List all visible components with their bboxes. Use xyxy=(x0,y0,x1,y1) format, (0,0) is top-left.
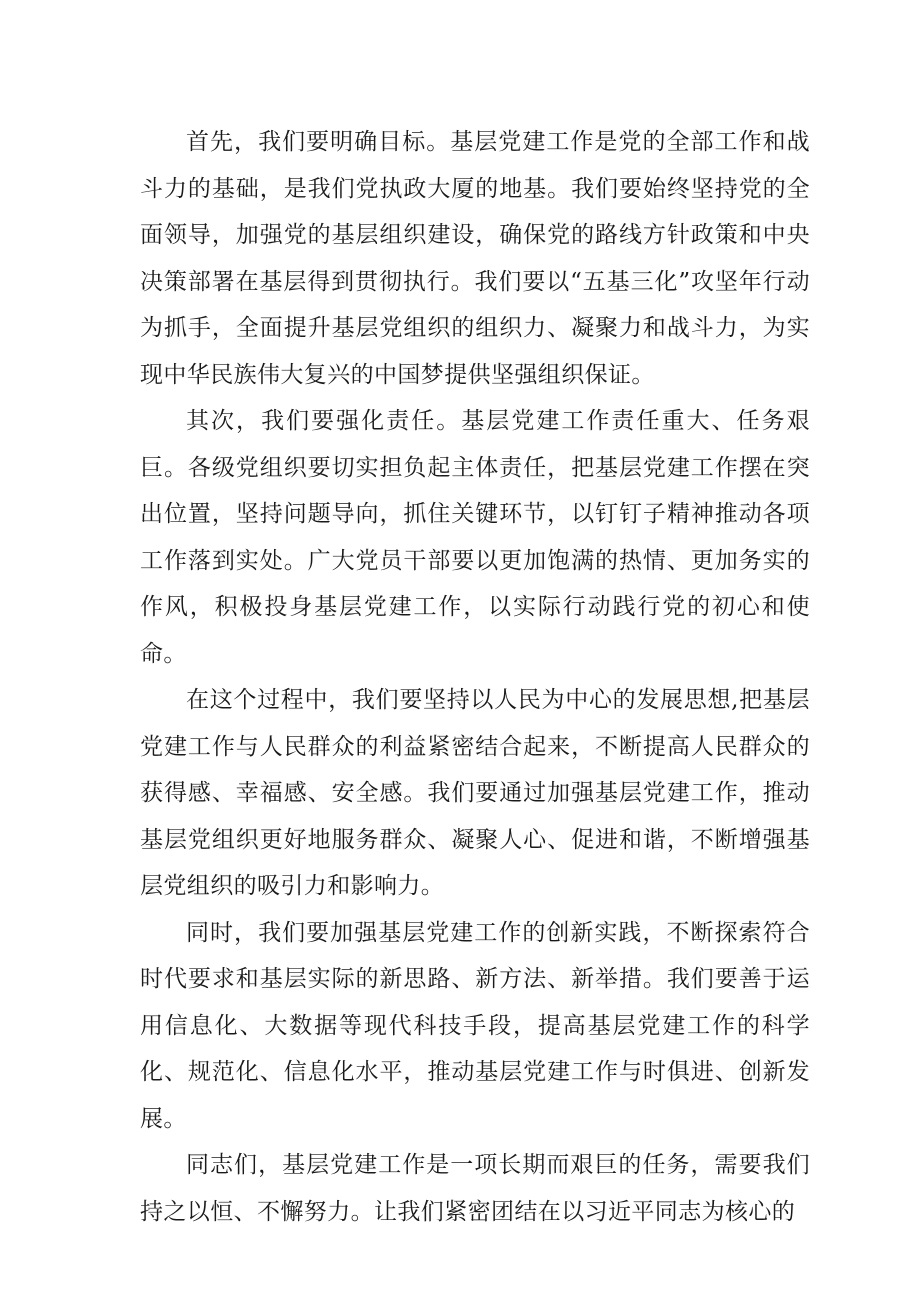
paragraph-2: 其次，我们要强化责任。基层党建工作责任重大、任务艰巨。各级党组织要切实担负起主体责任，把基层党建工作摆在突出位置，坚持问题导向，抓住关键环节，以钉钉子精神推动各项工作落到实处。广大党员干部要以更加饱满的热情、更加务实的作风，积极投身基层党建工作，以实际行动践行党的初心和使命。 xyxy=(140,408,810,667)
paragraph-5: 同志们，基层党建工作是一项长期而艰巨的任务，需要我们持之以恒、不懈努力。让我们紧密团结在以习近平同志为核心的 xyxy=(140,1152,810,1225)
paragraph-3: 在这个过程中，我们要坚持以人民为中心的发展思想,把基层党建工作与人民群众的利益紧密结合起来，不断提高人民群众的获得感、幸福感、安全感。我们要通过加强基层党建工作，推动基层党组织更好地服务群众、凝聚人心、促进和谐，不断增强基层党组织的吸引力和影响力。 xyxy=(140,687,810,899)
paragraph-4: 同时，我们要加强基层党建工作的创新实践，不断探索符合时代要求和基层实际的新思路、新方法、新举措。我们要善于运用信息化、大数据等现代科技手段，提高基层党建工作的科学化、规范化、信息化水平，推动基层党建工作与时俱进、创新发展。 xyxy=(140,919,810,1132)
paragraph-1: 首先，我们要明确目标。基层党建工作是党的全部工作和战斗力的基础，是我们党执政大厦的地基。我们要始终坚持党的全面领导，加强党的基层组织建设，确保党的路线方针政策和中央决策部署在基层得到贯彻执行。我们要以“五基三化”攻坚年行动为抓手，全面提升基层党组织的组织力、凝聚力和战斗力，为实现中华民族伟大复兴的中国梦提供坚强组织保证。 xyxy=(140,129,810,388)
document-body xyxy=(140,119,810,1235)
